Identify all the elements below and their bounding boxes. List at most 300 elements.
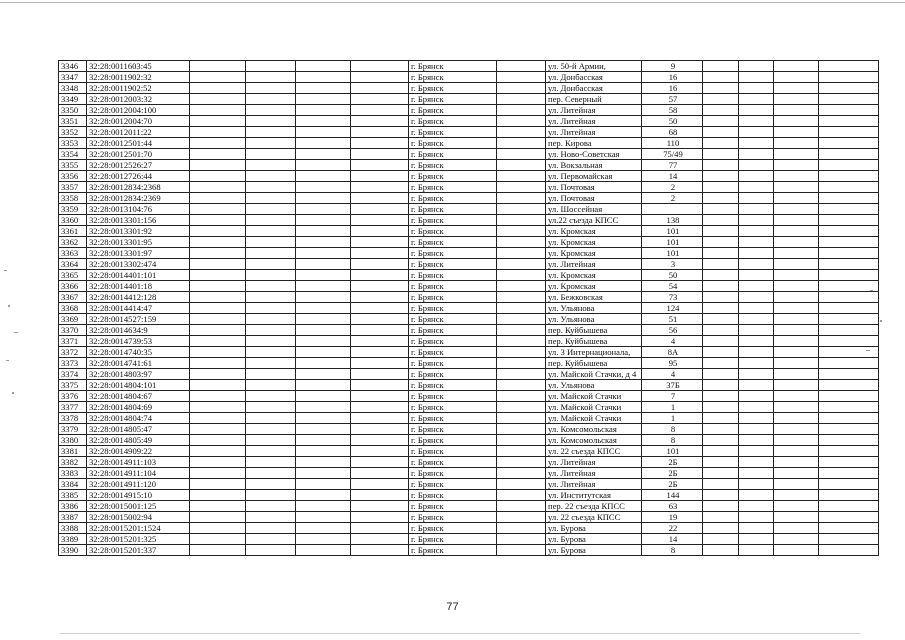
cell-empty (246, 479, 296, 490)
cell-empty (296, 138, 351, 149)
cell-empty (774, 83, 819, 94)
table-row (59, 369, 879, 380)
cell-empty (739, 138, 774, 149)
scan-artifact (12, 392, 14, 394)
cell-empty (351, 336, 409, 347)
cell-record-number: 3354 (59, 149, 87, 160)
cell-empty (296, 369, 351, 380)
cell-city: г. Брянск (409, 270, 497, 281)
cell-street: ул. 22 съезда КПСС (546, 512, 642, 523)
cell-empty (819, 424, 879, 435)
cell-empty (739, 215, 774, 226)
table-row (59, 523, 879, 534)
cell-empty (296, 490, 351, 501)
cell-house-number: 124 (642, 303, 703, 314)
cell-empty (703, 413, 739, 424)
scan-top-edge (0, 2, 905, 3)
cell-cadastral-number: 32:28:0014805:49 (87, 435, 190, 446)
cell-empty (296, 468, 351, 479)
cell-record-number: 3361 (59, 226, 87, 237)
cell-house-number: 56 (642, 325, 703, 336)
cell-empty (190, 215, 246, 226)
cell-empty (351, 248, 409, 259)
cell-empty (497, 171, 546, 182)
cell-empty (190, 446, 246, 457)
table-row (59, 534, 879, 545)
cell-city: г. Брянск (409, 314, 497, 325)
cell-cadastral-number: 32:28:0014804:69 (87, 402, 190, 413)
cell-empty (246, 171, 296, 182)
cell-house-number: 7 (642, 391, 703, 402)
cell-city: г. Брянск (409, 72, 497, 83)
cell-empty (739, 424, 774, 435)
cell-empty (497, 314, 546, 325)
cell-empty (774, 226, 819, 237)
scan-artifact (4, 270, 7, 271)
cell-empty (774, 512, 819, 523)
cell-empty (246, 182, 296, 193)
cell-empty (739, 72, 774, 83)
cell-city: г. Брянск (409, 369, 497, 380)
cell-empty (246, 72, 296, 83)
cell-empty (497, 105, 546, 116)
cell-record-number: 3348 (59, 83, 87, 94)
cell-city: г. Брянск (409, 545, 497, 556)
cell-empty (246, 204, 296, 215)
cell-cadastral-number: 32:28:0014804:67 (87, 391, 190, 402)
cell-empty (774, 72, 819, 83)
cell-house-number: 73 (642, 292, 703, 303)
table-row (59, 336, 879, 347)
cell-empty (246, 512, 296, 523)
cell-empty (190, 413, 246, 424)
table-row (59, 160, 879, 171)
cell-empty (703, 358, 739, 369)
cell-empty (819, 215, 879, 226)
cell-record-number: 3374 (59, 369, 87, 380)
cell-city: г. Брянск (409, 303, 497, 314)
cell-cadastral-number: 32:28:0013301:156 (87, 215, 190, 226)
cell-cadastral-number: 32:28:0015201:325 (87, 534, 190, 545)
cell-house-number: 101 (642, 248, 703, 259)
cell-empty (497, 534, 546, 545)
cell-cadastral-number: 32:28:0012834:2368 (87, 182, 190, 193)
cell-street: ул. Кромская (546, 270, 642, 281)
cell-empty (351, 83, 409, 94)
cell-empty (351, 314, 409, 325)
cell-city: г. Брянск (409, 424, 497, 435)
cell-house-number: 1 (642, 413, 703, 424)
cell-house-number: 2Б (642, 479, 703, 490)
cell-empty (190, 61, 246, 72)
cell-empty (774, 281, 819, 292)
cell-empty (497, 479, 546, 490)
cell-cadastral-number: 32:28:0011902:32 (87, 72, 190, 83)
cell-empty (819, 402, 879, 413)
cell-empty (246, 325, 296, 336)
cell-record-number: 3369 (59, 314, 87, 325)
cell-street: ул. Бурова (546, 523, 642, 534)
cell-street: ул. Первомайская (546, 171, 642, 182)
cell-empty (246, 160, 296, 171)
cell-empty (819, 490, 879, 501)
cell-street: ул. Литейная (546, 116, 642, 127)
cell-cadastral-number: 32:28:0012834:2369 (87, 193, 190, 204)
cell-empty (497, 523, 546, 534)
cell-empty (703, 149, 739, 160)
cell-city: г. Брянск (409, 204, 497, 215)
cell-empty (739, 105, 774, 116)
cell-empty (246, 292, 296, 303)
cell-city: г. Брянск (409, 281, 497, 292)
cell-empty (819, 468, 879, 479)
cell-empty (703, 138, 739, 149)
table-row (59, 490, 879, 501)
cell-street: ул. Кромская (546, 226, 642, 237)
table-row (59, 226, 879, 237)
cell-empty (246, 61, 296, 72)
cell-street: пер. Куйбышева (546, 325, 642, 336)
cell-empty (739, 369, 774, 380)
cell-empty (351, 402, 409, 413)
table-row (59, 61, 879, 72)
cell-empty (190, 182, 246, 193)
table-row (59, 193, 879, 204)
cell-empty (351, 347, 409, 358)
cell-empty (819, 171, 879, 182)
cell-empty (246, 468, 296, 479)
cell-record-number: 3368 (59, 303, 87, 314)
cell-cadastral-number: 32:28:0015201:337 (87, 545, 190, 556)
cell-record-number: 3376 (59, 391, 87, 402)
cell-empty (246, 336, 296, 347)
cell-empty (497, 402, 546, 413)
cell-empty (296, 435, 351, 446)
cell-empty (246, 358, 296, 369)
cell-empty (190, 358, 246, 369)
cell-street: пер. Кирова (546, 138, 642, 149)
cell-empty (497, 512, 546, 523)
scan-artifact (14, 332, 18, 333)
cell-city: г. Брянск (409, 336, 497, 347)
cell-street: ул. Ульянова (546, 380, 642, 391)
cell-record-number: 3377 (59, 402, 87, 413)
cell-empty (819, 193, 879, 204)
cell-empty (497, 490, 546, 501)
cell-empty (296, 61, 351, 72)
cell-empty (296, 457, 351, 468)
cell-empty (739, 347, 774, 358)
cell-empty (774, 358, 819, 369)
cell-empty (246, 413, 296, 424)
cell-empty (296, 358, 351, 369)
cell-empty (819, 105, 879, 116)
cell-empty (819, 457, 879, 468)
cell-empty (296, 171, 351, 182)
cell-empty (703, 534, 739, 545)
cell-empty (296, 336, 351, 347)
cell-street: ул. Почтовая (546, 182, 642, 193)
cell-record-number: 3382 (59, 457, 87, 468)
cell-empty (296, 149, 351, 160)
cell-empty (739, 237, 774, 248)
cell-city: г. Брянск (409, 171, 497, 182)
cell-empty (774, 424, 819, 435)
cell-record-number: 3385 (59, 490, 87, 501)
cell-empty (351, 424, 409, 435)
cell-house-number: 4 (642, 336, 703, 347)
cell-city: г. Брянск (409, 248, 497, 259)
cell-empty (703, 83, 739, 94)
cell-empty (703, 369, 739, 380)
cell-house-number: 57 (642, 94, 703, 105)
cell-empty (819, 435, 879, 446)
cell-house-number: 8 (642, 545, 703, 556)
table-row (59, 435, 879, 446)
cell-empty (774, 149, 819, 160)
cell-record-number: 3350 (59, 105, 87, 116)
cell-street: ул. Бежковская (546, 292, 642, 303)
table-row (59, 116, 879, 127)
cell-empty (739, 479, 774, 490)
cell-empty (296, 325, 351, 336)
cell-empty (296, 204, 351, 215)
cell-empty (190, 479, 246, 490)
cell-house-number: 8А (642, 347, 703, 358)
cell-empty (351, 292, 409, 303)
cell-empty (351, 303, 409, 314)
cell-empty (774, 116, 819, 127)
table-row (59, 545, 879, 556)
cell-street: ул. Ульянова (546, 303, 642, 314)
cell-empty (739, 468, 774, 479)
cell-empty (774, 413, 819, 424)
table-row (59, 72, 879, 83)
cell-empty (190, 523, 246, 534)
cell-empty (497, 94, 546, 105)
cell-house-number: 16 (642, 83, 703, 94)
cell-empty (296, 347, 351, 358)
cell-empty (296, 94, 351, 105)
cell-city: г. Брянск (409, 226, 497, 237)
cell-house-number: 144 (642, 490, 703, 501)
cell-empty (774, 380, 819, 391)
cell-empty (296, 479, 351, 490)
cell-record-number: 3389 (59, 534, 87, 545)
cell-empty (351, 512, 409, 523)
cell-empty (819, 72, 879, 83)
cell-empty (819, 259, 879, 270)
table-row (59, 314, 879, 325)
cell-cadastral-number: 32:28:0012726:44 (87, 171, 190, 182)
scan-bottom-edge (60, 633, 860, 634)
cell-house-number (642, 204, 703, 215)
cell-house-number: 8 (642, 424, 703, 435)
cell-empty (351, 237, 409, 248)
cell-empty (497, 149, 546, 160)
cell-empty (819, 226, 879, 237)
cell-empty (703, 545, 739, 556)
cell-cadastral-number: 32:28:0014414:47 (87, 303, 190, 314)
cell-empty (703, 215, 739, 226)
cell-street: ул. Донбасская (546, 83, 642, 94)
cell-house-number: 58 (642, 105, 703, 116)
cell-empty (774, 545, 819, 556)
cell-empty (296, 523, 351, 534)
table-row (59, 380, 879, 391)
cell-empty (296, 237, 351, 248)
cell-empty (739, 523, 774, 534)
cell-empty (819, 270, 879, 281)
cell-empty (497, 259, 546, 270)
cell-record-number: 3370 (59, 325, 87, 336)
table-row (59, 127, 879, 138)
cell-city: г. Брянск (409, 292, 497, 303)
cell-record-number: 3372 (59, 347, 87, 358)
cell-street: пер. Куйбышева (546, 336, 642, 347)
cell-empty (190, 292, 246, 303)
cell-empty (774, 336, 819, 347)
cell-empty (497, 446, 546, 457)
cell-empty (703, 512, 739, 523)
cell-city: г. Брянск (409, 215, 497, 226)
cell-house-number: 4 (642, 369, 703, 380)
cell-empty (190, 391, 246, 402)
cell-empty (190, 303, 246, 314)
cell-empty (190, 336, 246, 347)
cell-city: г. Брянск (409, 237, 497, 248)
cell-empty (190, 270, 246, 281)
cell-cadastral-number: 32:28:0011603:45 (87, 61, 190, 72)
cell-empty (351, 259, 409, 270)
cell-record-number: 3363 (59, 248, 87, 259)
cell-street: ул. 3 Интернационала, (546, 347, 642, 358)
cell-empty (190, 325, 246, 336)
scan-artifact (870, 290, 873, 291)
cell-city: г. Брянск (409, 83, 497, 94)
cell-empty (703, 314, 739, 325)
cell-empty (351, 534, 409, 545)
cell-empty (774, 347, 819, 358)
cell-street: ул. Шоссейная (546, 204, 642, 215)
cell-empty (190, 226, 246, 237)
cell-empty (351, 446, 409, 457)
cell-house-number: 9 (642, 61, 703, 72)
cell-empty (296, 105, 351, 116)
cell-empty (774, 325, 819, 336)
cell-city: г. Брянск (409, 138, 497, 149)
cell-empty (774, 446, 819, 457)
cell-empty (774, 391, 819, 402)
cell-record-number: 3359 (59, 204, 87, 215)
cell-cadastral-number: 32:28:0014740:35 (87, 347, 190, 358)
cell-house-number: 101 (642, 237, 703, 248)
cell-empty (497, 336, 546, 347)
cell-empty (497, 424, 546, 435)
cell-empty (819, 413, 879, 424)
cell-empty (296, 402, 351, 413)
cell-empty (296, 248, 351, 259)
table-row (59, 457, 879, 468)
cell-street: ул. Бурова (546, 534, 642, 545)
cell-empty (246, 226, 296, 237)
cell-record-number: 3373 (59, 358, 87, 369)
cell-house-number: 138 (642, 215, 703, 226)
cell-empty (246, 259, 296, 270)
cell-empty (703, 391, 739, 402)
cell-empty (739, 325, 774, 336)
table-row (59, 468, 879, 479)
cell-empty (819, 149, 879, 160)
cell-empty (497, 83, 546, 94)
cell-empty (246, 270, 296, 281)
cell-record-number: 3349 (59, 94, 87, 105)
cell-empty (819, 83, 879, 94)
cell-city: г. Брянск (409, 61, 497, 72)
cell-street: ул. Комсомольская (546, 424, 642, 435)
cell-empty (739, 314, 774, 325)
cell-empty (497, 61, 546, 72)
cell-empty (739, 303, 774, 314)
registry-table-body (59, 61, 879, 556)
cell-empty (703, 424, 739, 435)
cell-empty (190, 83, 246, 94)
cell-empty (351, 171, 409, 182)
cell-cadastral-number: 32:28:0014911:103 (87, 457, 190, 468)
cell-empty (819, 138, 879, 149)
cell-city: г. Брянск (409, 435, 497, 446)
cell-empty (819, 347, 879, 358)
cell-house-number: 19 (642, 512, 703, 523)
cell-city: г. Брянск (409, 534, 497, 545)
cell-empty (739, 391, 774, 402)
cell-empty (351, 380, 409, 391)
cell-empty (497, 72, 546, 83)
cell-house-number: 16 (642, 72, 703, 83)
cell-empty (246, 523, 296, 534)
cell-empty (351, 501, 409, 512)
cell-cadastral-number: 32:28:0014741:61 (87, 358, 190, 369)
cell-city: г. Брянск (409, 402, 497, 413)
table-row (59, 292, 879, 303)
cell-empty (774, 127, 819, 138)
cell-street: ул. Комсомольская (546, 435, 642, 446)
cell-empty (774, 259, 819, 270)
cell-record-number: 3367 (59, 292, 87, 303)
cell-city: г. Брянск (409, 490, 497, 501)
scan-artifact (8, 305, 10, 307)
cell-empty (497, 138, 546, 149)
cell-empty (246, 193, 296, 204)
cell-house-number: 95 (642, 358, 703, 369)
cell-empty (351, 457, 409, 468)
cell-empty (351, 325, 409, 336)
cell-record-number: 3387 (59, 512, 87, 523)
table-row (59, 424, 879, 435)
cell-house-number: 54 (642, 281, 703, 292)
cell-street: ул. Майской Стачки (546, 413, 642, 424)
cell-empty (246, 424, 296, 435)
cell-empty (296, 512, 351, 523)
cell-empty (296, 534, 351, 545)
cell-empty (190, 402, 246, 413)
cell-record-number: 3364 (59, 259, 87, 270)
cell-empty (703, 446, 739, 457)
cell-empty (351, 138, 409, 149)
cell-record-number: 3365 (59, 270, 87, 281)
cell-cadastral-number: 32:28:0012501:44 (87, 138, 190, 149)
cell-record-number: 3388 (59, 523, 87, 534)
